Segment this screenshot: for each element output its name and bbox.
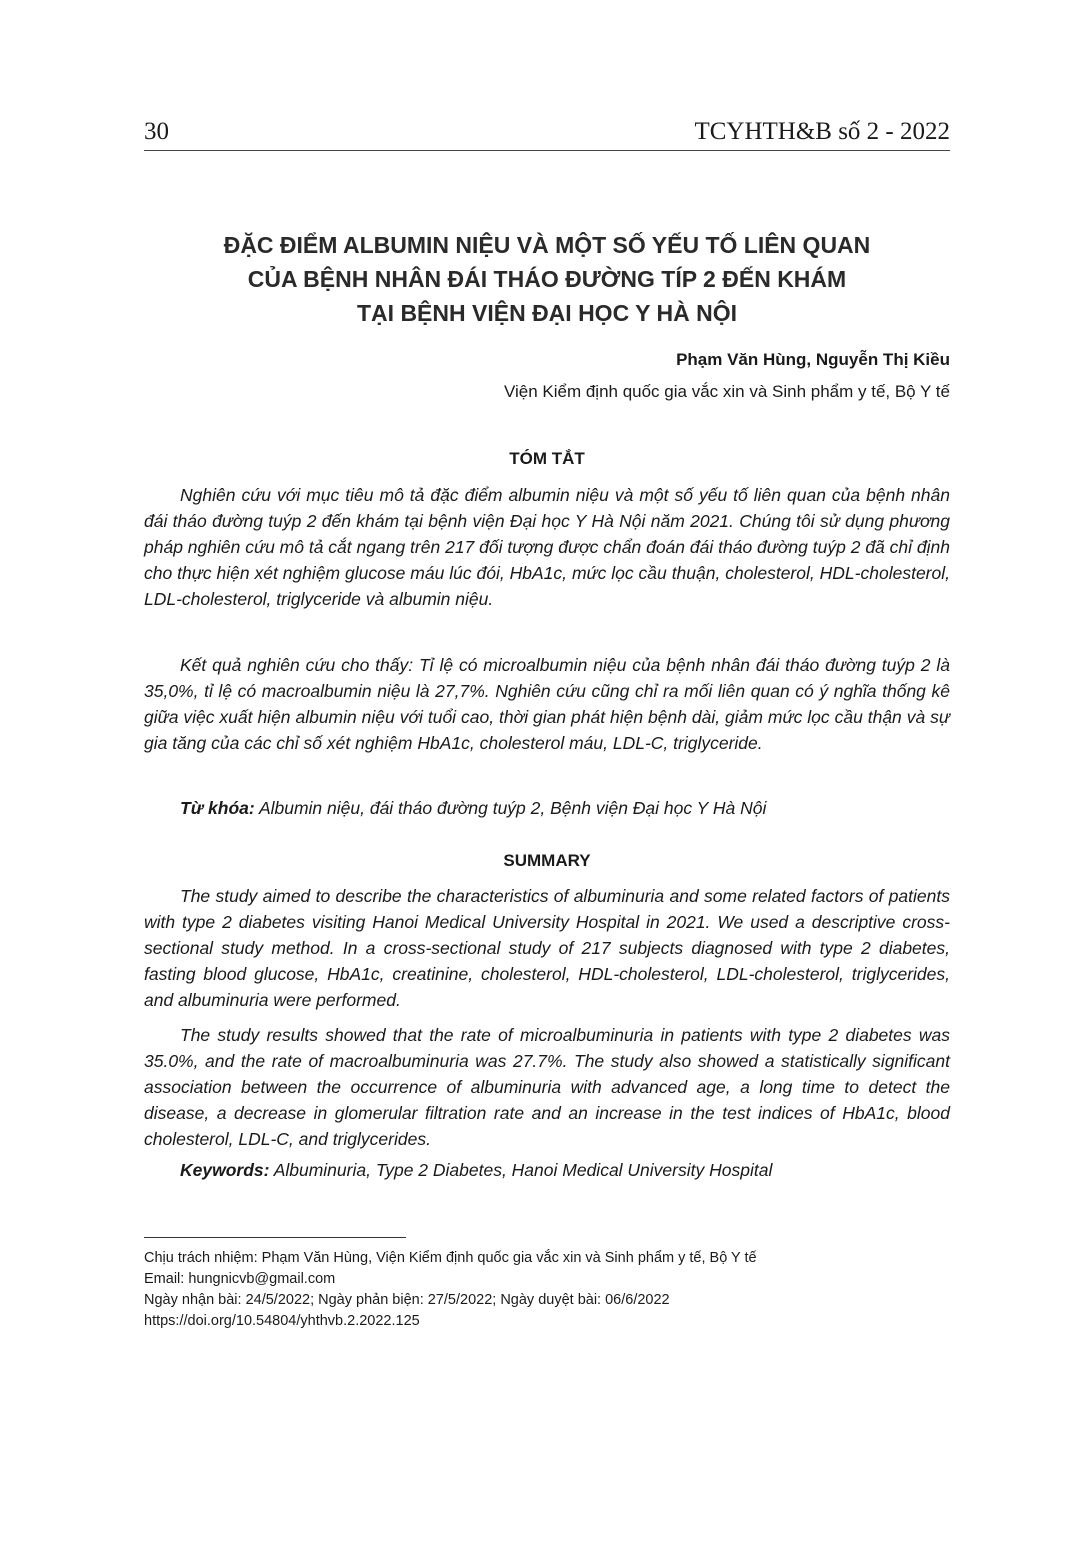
affiliation: Viện Kiểm định quốc gia vắc xin và Sinh phẩm y tế, Bộ Y tế: [503, 382, 950, 401]
en-keywords-text: Albuminuria, Type 2 Diabetes, Hanoi Medical University Hospital: [273, 1160, 773, 1180]
title-line: CỦA BỆNH NHÂN ĐÁI THÁO ĐƯỜNG TÍP 2 ĐẾN KHÁM: [247, 266, 847, 292]
title-line: TẠI BỆNH VIỆN ĐẠI HỌC Y HÀ NỘI: [357, 300, 737, 326]
title-line: ĐẶC ĐIỂM ALBUMIN NIỆU VÀ MỘT SỐ YẾU TỐ LIÊN QUAN: [223, 232, 871, 258]
vi-abstract-heading: TÓM TẮT: [509, 449, 585, 468]
vi-keywords: [180, 798, 766, 819]
page-header: [144, 112, 950, 151]
journal-name: TCYHTH&B số 2 - 2022: [694, 118, 950, 145]
article-title: [144, 228, 950, 330]
vi-keywords-text: Albumin niệu, đái tháo đường tuýp 2, Bệnh viện Đại học Y Hà Nội: [258, 798, 767, 818]
vi-abstract-paragraph: Nghiên cứu với mục tiêu mô tả đặc điểm albumin niệu và một số yếu tố liên quan của bệnh nhân đái tháo đường tuýp 2 đến khám tại bệnh viện Đại học Y Hà Nội năm 2021. Chúng tôi sử dụng phương pháp nghiên cứu mô tả cắt ngang trên 217 đối tượng được chẩn đoán đái tháo đường tuýp 2 đã chỉ định cho thực hiện xét nghiệm glucose máu lúc đói, HbA1c, mức lọc cầu thuận, cholesterol, HDL-cholesterol, LDL-cholesterol, triglyceride và albumin niệu.: [144, 485, 950, 609]
footnotes: [144, 1248, 950, 1332]
en-keywords: [180, 1160, 772, 1181]
footnote-divider: [144, 1237, 406, 1238]
footnote-corresponding-author: Chịu trách nhiệm: Phạm Văn Hùng, Viện Kiểm định quốc gia vắc xin và Sinh phẩm y tế, Bộ Y tế: [144, 1250, 757, 1266]
footnote-dates: Ngày nhận bài: 24/5/2022; Ngày phản biện: 27/5/2022; Ngày duyệt bài: 06/6/2022: [144, 1292, 670, 1308]
en-abstract-paragraph: The study aimed to describe the characteristics of albuminuria and some related factors of patients with type 2 diabetes visiting Hanoi Medical University Hospital in 2021. We used a descriptive cross-sectional study method. In a cross-sectional study of 217 subjects diagnosed with type 2 diabetes, fasting blood glucose, HbA1c, creatinine, cholesterol, HDL-cholesterol, LDL-cholesterol, triglycerides, and albuminuria were performed.: [144, 886, 950, 1010]
en-abstract-paragraph: The study results showed that the rate of microalbuminuria in patients with type 2 diabetes was 35.0%, and the rate of macroalbuminuria was 27.7%. The study also showed a statistically significant association between the occurrence of albuminuria with advanced age, a long time to detect the disease, a decrease in glomerular filtration rate and an increase in the test indices of HbA1c, blood cholesterol, LDL-C, and triglycerides.: [144, 1025, 950, 1149]
vi-keywords-label: Từ khóa:: [180, 798, 255, 818]
footnote-doi: https://doi.org/10.54804/yhthvb.2.2022.125: [144, 1313, 420, 1329]
footnote-email: Email: hungnicvb@gmail.com: [144, 1271, 336, 1287]
en-abstract-heading: SUMMARY: [503, 851, 591, 870]
vi-abstract-paragraph: Kết quả nghiên cứu cho thấy: Tỉ lệ có microalbumin niệu của bệnh nhân đái tháo đường tuýp 2 là 35,0%, tỉ lệ có macroalbumin niệu là 27,7%. Nghiên cứu cũng chỉ ra mối liên quan có ý nghĩa thống kê giữa việc xuất hiện albumin niệu với tuổi cao, thời gian phát hiện bệnh dài, giảm mức lọc cầu thận và sự gia tăng của các chỉ số xét nghiệm HbA1c, cholesterol máu, LDL-C, triglyceride.: [144, 655, 950, 753]
page-number: 30: [144, 118, 169, 145]
en-keywords-label: Keywords:: [180, 1160, 270, 1180]
authors: Phạm Văn Hùng, Nguyễn Thị Kiều: [676, 350, 950, 369]
